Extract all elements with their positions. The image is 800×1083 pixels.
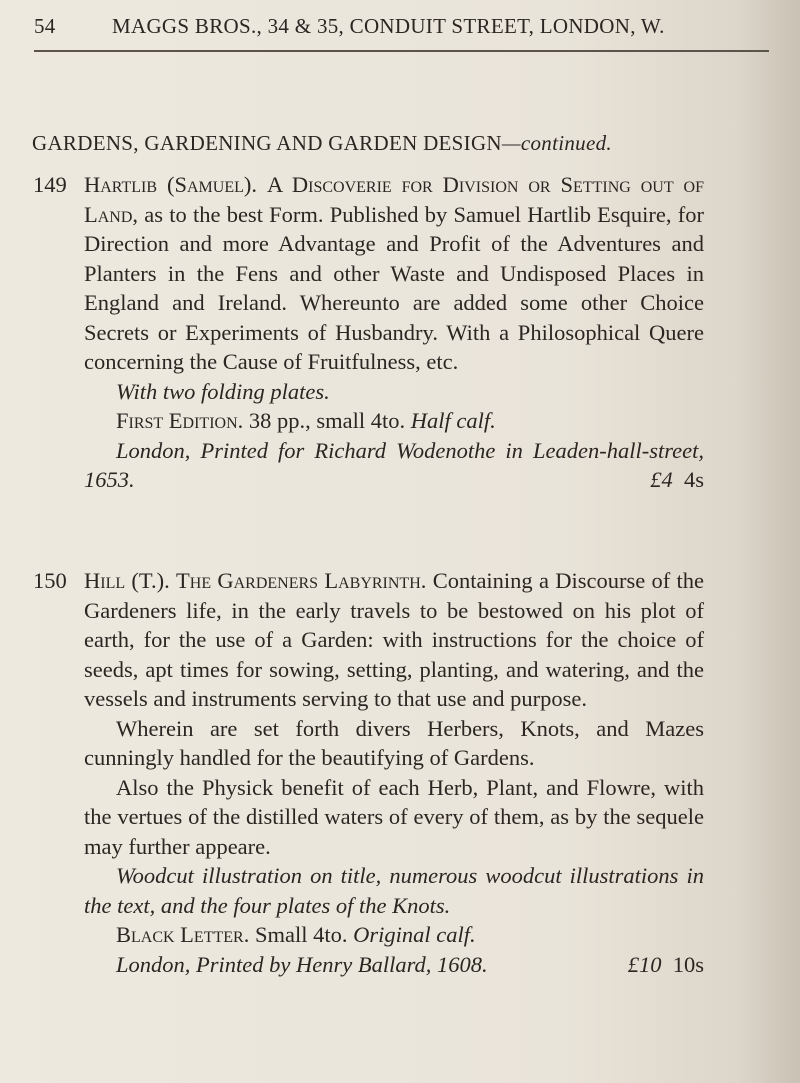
running-head-text: MAGGS BROS., 34 & 35, CONDUIT STREET, LONDON, W. <box>112 14 665 38</box>
section-title: GARDENS, GARDENING AND GARDEN DESIGN <box>32 131 502 155</box>
entry-format: 38 pp., small 4to. <box>248 408 406 433</box>
section-heading <box>32 131 612 156</box>
entry-body <box>84 566 704 979</box>
entry-paragraph: Wherein are set forth divers Herbers, Knots, and Mazes cunningly handled for the beautifying of Gardens. <box>84 715 704 770</box>
page-number: 54 <box>34 14 56 38</box>
entry-imprint-line <box>84 436 704 495</box>
price-pounds: £10 <box>627 951 662 977</box>
entry-edition: First Edition. <box>116 408 244 433</box>
entry-price <box>596 950 704 980</box>
entry-author: Hartlib (Samuel). <box>84 172 257 197</box>
entry-paragraph: Also the Physick benefit of each Herb, Plant, and Flowre, with the vertues of the distilled waters of every of them, as by the sequele may further appeare. <box>84 774 704 859</box>
entry-title: A Discoverie for Division or Setting out of Land, <box>84 172 704 227</box>
entry-binding: Original calf. <box>353 922 476 947</box>
entry-title-rest: as to the best Form. Published by Samuel Hartlib Esquire, for Direction and more Advantage and Profit of the Adventures and Planters in the Fens and other Waste and Undisposed Places in England and Ireland. Whereunto are added some other Choice Secrets or Experiments of Husbandry. With a Philosophical Quere concerning the Cause of Fruitfulness, etc. <box>84 201 704 374</box>
price-shillings: 10s <box>672 951 704 977</box>
entry-imprint: London, Printed for Richard Wodenothe in Leaden-hall-street, 1653. <box>84 437 704 492</box>
entry-binding: Half calf. <box>410 408 496 433</box>
entry-imprint: London, Printed by Henry Ballard, 1608. <box>116 951 488 977</box>
price-pounds: £4 <box>650 467 673 492</box>
entry-collation <box>84 920 704 950</box>
entry-imprint-line <box>84 950 704 980</box>
price-shillings: 4s <box>683 467 704 492</box>
header-rule <box>34 50 769 52</box>
entry-format: Small 4to. <box>254 922 348 947</box>
lot-number: 149 <box>33 172 67 197</box>
running-head <box>34 14 764 39</box>
entry-author: Hill (T.). <box>84 568 170 593</box>
entry-collation <box>84 406 704 436</box>
entry-title-rest: Containing a Discourse of the Gardeners life, in the early travels to be bestowed on his plot of earth, for the use of a Garden: with instructions for the choice of seeds, apt times for sowing, setting, planting, and watering, and the vessels and instruments serving to that use and purpose. <box>84 568 705 711</box>
entry-body <box>84 170 704 495</box>
entry-price <box>618 465 704 495</box>
entry-illustrations: Woodcut illustration on title, numerous woodcut illustrations in the text, and the four plates of the Knots. <box>84 863 704 918</box>
entry-edition: Black Letter. <box>116 922 250 947</box>
entry-plates: With two folding plates. <box>116 378 330 404</box>
section-continued: —continued. <box>501 131 612 155</box>
lot-number: 150 <box>33 568 67 593</box>
entry-description <box>84 170 704 377</box>
entry-title: The Gardeners Labyrinth. <box>176 568 427 593</box>
entry-description <box>84 566 704 714</box>
